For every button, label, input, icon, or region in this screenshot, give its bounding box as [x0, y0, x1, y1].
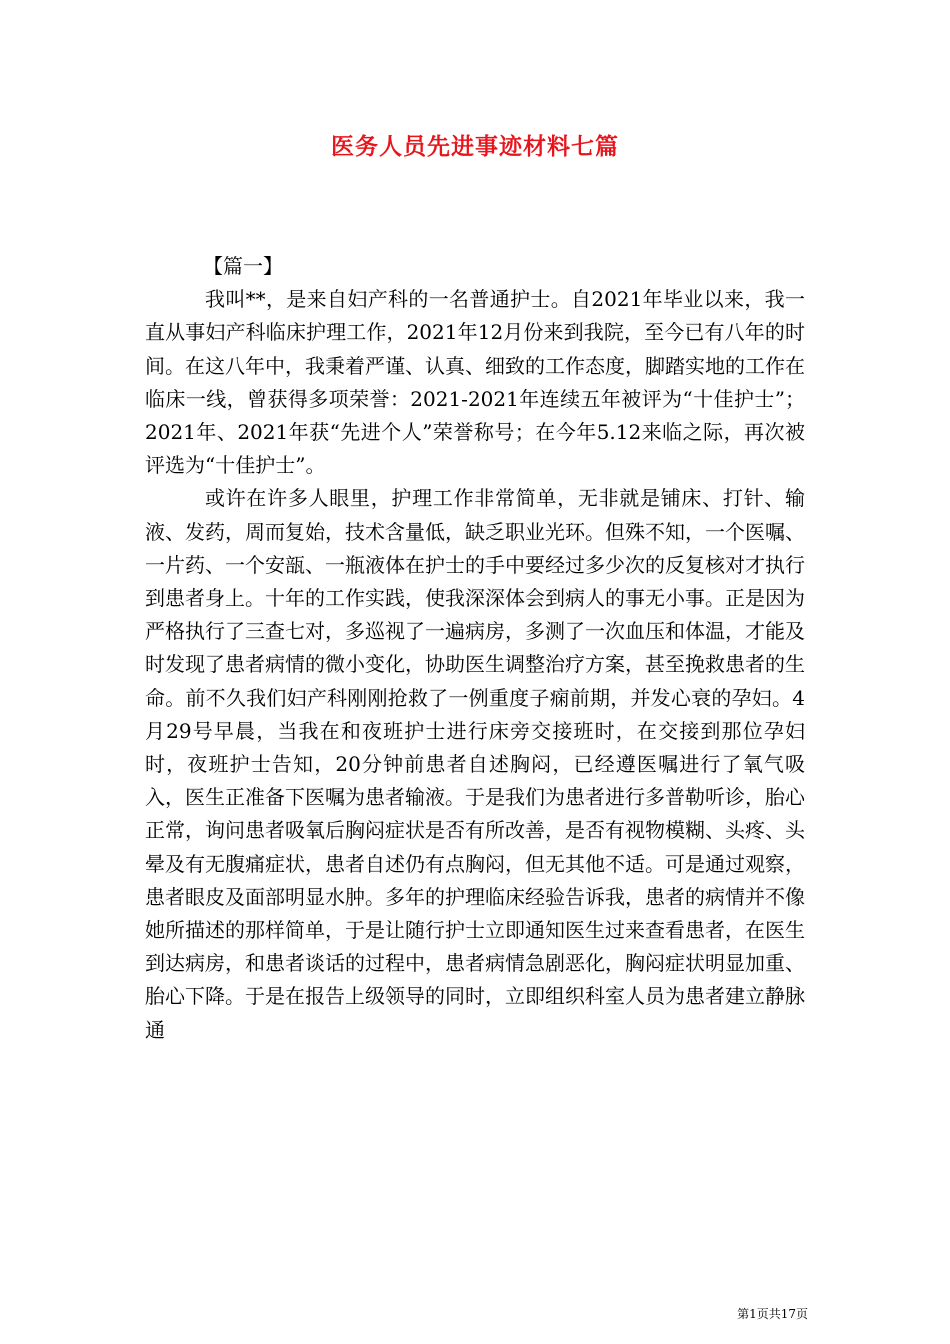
paragraph-2: 或许在许多人眼里，护理工作非常简单，无非就是铺床、打针、输液、发药，周而复始，技术含量低，缺乏职业光环。但殊不知，一个医嘱、一片药、一个安瓿、一瓶液体在护士的手中要经过多少次的反复核对才执行到患者身上。十年的工作实践，使我深深体会到病人的事无小事。正是因为严格执行了三查七对，多巡视了一遍病房，多测了一次血压和体温，才能及时发现了患者病情的微小变化，协助医生调整治疗方案，甚至挽救患者的生命。前不久我们妇产科刚刚抢救了一例重度子痫前期，并发心衰的孕妇。4月29号早晨，当我在和夜班护士进行床旁交接班时，在交接到那位孕妇时，夜班护士告知，20分钟前患者自述胸闷，已经遵医嘱进行了氧气吸入，医生正准备下医嘱为患者输液。于是我们为患者进行多普勒听诊，胎心正常，询问患者吸氧后胸闷症状是否有所改善，是否有视物模糊、头疼、头晕及有无腹痛症状，患者自述仍有点胸闷，但无其他不适。可是通过观察，患者眼皮及面部明显水肿。多年的护理临床经验告诉我，患者的病情并不像她所描述的那样简单，于是让随行护士立即通知医生过来查看患者，在医生到达病房，和患者谈话的过程中，患者病情急剧恶化，胸闷症状明显加重、胎心下降。于是在报告上级领导的同时，立即组织科室人员为患者建立静脉通 — [145, 486, 805, 1042]
section-heading: 【篇一】 — [203, 254, 283, 278]
page-number: 第1页共17页 — [737, 1307, 808, 1321]
document-body — [145, 250, 805, 1047]
paragraph-1: 我叫**，是来自妇产科的一名普通护士。自2021年毕业以来，我一直从事妇产科临床护理工作，2021年12月份来到我院，至今已有八年的时间。在这八年中，我秉着严谨、认真、细致的工作态度，脚踏实地的工作在临床一线，曾获得多项荣誉：2021-2021年连续五年被评为“十佳护士”；2021年、2021年获“先进个人”荣誉称号；在今年5.12来临之际，再次被评选为“十佳护士”。 — [145, 287, 805, 478]
document-title: 医务人员先进事迹材料七篇 — [331, 133, 619, 160]
